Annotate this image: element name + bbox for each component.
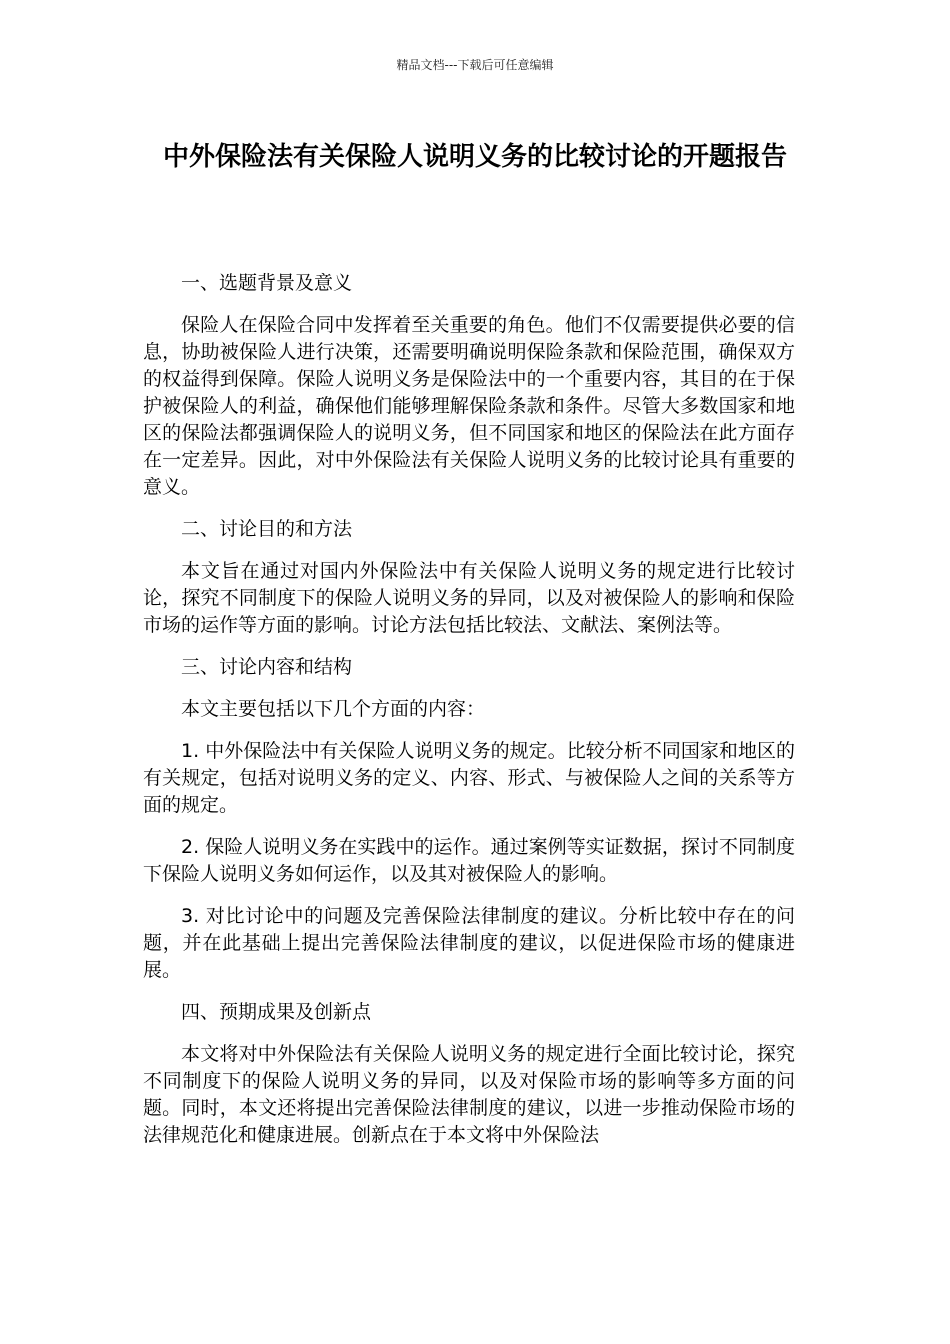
- section-heading-purpose: 二、讨论目的和方法: [181, 518, 353, 540]
- document-body: [143, 270, 795, 1164]
- section-heading-outcomes: 四、预期成果及创新点: [181, 1001, 372, 1023]
- paragraph-background: 保险人在保险合同中发挥着至关重要的角色。他们不仅需要提供必要的信息，协助被保险人进行决策，还需要明确说明保险条款和保险范围，确保双方的权益得到保障。保险人说明义务是保险法中的一个重要内容，其目的在于保护被保险人的利益，确保他们能够理解保险条款和条件。尽管大多数国家和地区的保险法都强调保险人的说明义务，但不同国家和地区的保险法在此方面存在一定差异。因此，对中外保险法有关保险人说明义务的比较讨论具有重要的意义。: [143, 314, 795, 498]
- paragraph-content-item-3: 3. 对比讨论中的问题及完善保险法律制度的建议。分析比较中存在的问题，并在此基础上提出完善保险法律制度的建议，以促进保险市场的健康进展。: [143, 905, 795, 981]
- document-title: 中外保险法有关保险人说明义务的比较讨论的开题报告: [162, 142, 787, 172]
- header-note: 精品文档---下载后可任意编辑: [396, 58, 554, 72]
- paragraph-content-item-2: 2. 保险人说明义务在实践中的运作。通过案例等实证数据，探讨不同制度下保险人说明义务如何运作，以及其对被保险人的影响。: [143, 836, 795, 885]
- paragraph-outcomes: 本文将对中外保险法有关保险人说明义务的规定进行全面比较讨论，探究不同制度下的保险人说明义务的异同，以及对保险市场的影响等多方面的问题。同时，本文还将提出完善保险法律制度的建议，以进一步推动保险市场的法律规范化和健康进展。创新点在于本文将中外保险法: [143, 1043, 795, 1146]
- paragraph-purpose: 本文旨在通过对国内外保险法中有关保险人说明义务的规定进行比较讨论，探究不同制度下的保险人说明义务的异同，以及对被保险人的影响和保险市场的运作等方面的影响。讨论方法包括比较法、文献法、案例法等。: [143, 560, 795, 636]
- section-heading-content: 三、讨论内容和结构: [181, 656, 353, 678]
- section-heading-background: 一、选题背景及意义: [181, 272, 353, 294]
- paragraph-content-intro: 本文主要包括以下几个方面的内容：: [181, 698, 486, 720]
- paragraph-content-item-1: 1. 中外保险法中有关保险人说明义务的规定。比较分析不同国家和地区的有关规定，包括对说明义务的定义、内容、形式、与被保险人之间的关系等方面的规定。: [143, 740, 795, 816]
